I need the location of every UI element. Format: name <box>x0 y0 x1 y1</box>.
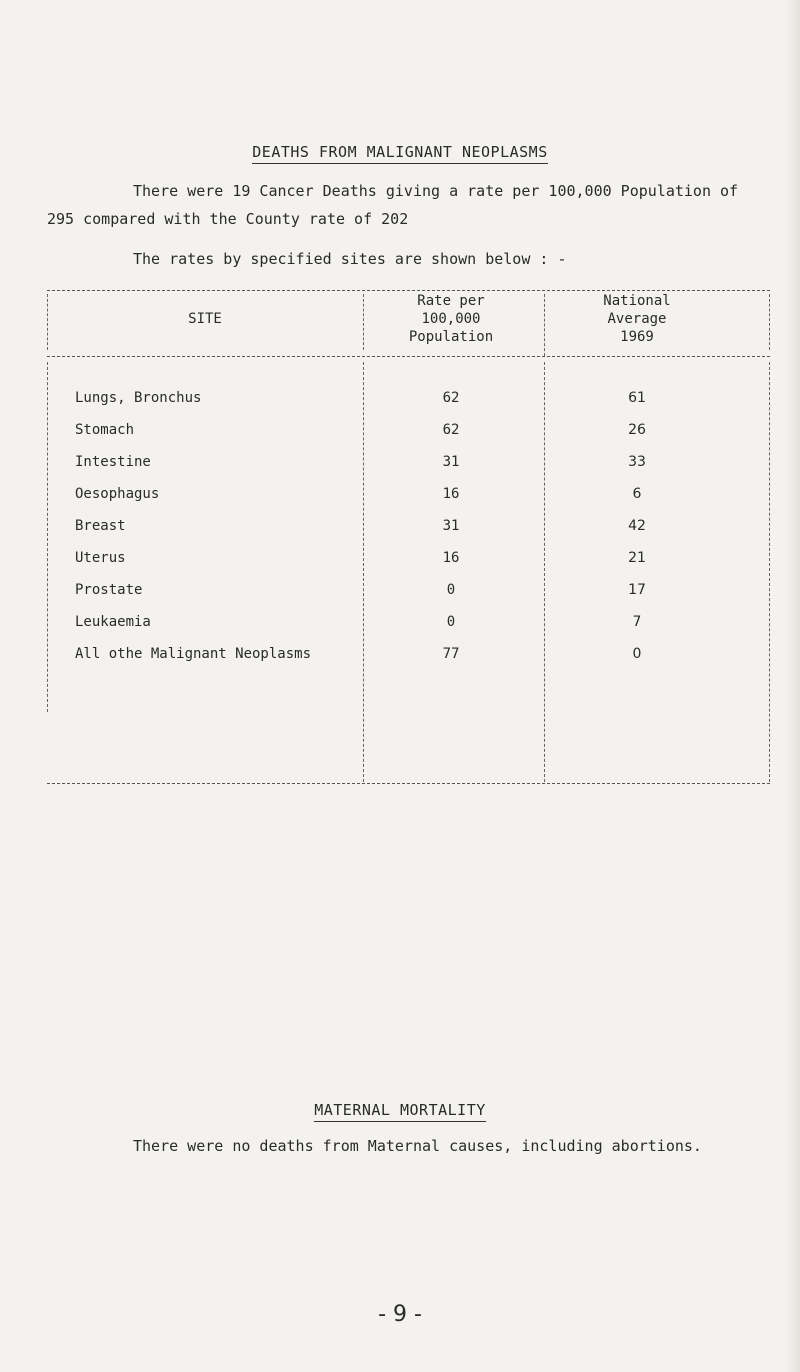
table-header-rule <box>47 356 770 357</box>
cell-national-average: 6 <box>632 486 642 502</box>
cell-national-average: 42 <box>628 518 646 534</box>
cell-site: Stomach <box>75 422 135 438</box>
table-row <box>47 481 770 507</box>
cell-national-average: 17 <box>628 582 646 598</box>
table-row <box>47 641 770 667</box>
intro-paragraph-line-1: There were 19 Cancer Deaths giving a rate per 100,000 Population of <box>133 182 739 200</box>
table-row <box>47 417 770 443</box>
table-row <box>47 513 770 539</box>
cell-site: Leukaemia <box>75 614 151 630</box>
column-header-rate-line-1: Rate per <box>417 293 485 309</box>
column-header-rate-line-2: 100,000 <box>421 311 481 327</box>
table-bottom-rule <box>47 783 770 784</box>
cell-rate: 16 <box>442 486 460 502</box>
cell-site: Breast <box>75 518 126 534</box>
section-title-text: MATERNAL MORTALITY <box>314 1101 486 1122</box>
cell-rate: 62 <box>442 422 460 438</box>
page-number: - 9 - <box>378 1302 422 1327</box>
cell-site: Uterus <box>75 550 126 566</box>
cell-national-average: 7 <box>632 614 642 630</box>
cell-site: All othe Malignant Neoplasms <box>75 646 312 662</box>
table-row <box>47 545 770 571</box>
cell-rate: 77 <box>442 646 460 662</box>
cell-rate: 0 <box>446 582 456 598</box>
column-header-national <box>545 292 729 346</box>
intro-paragraph-line-2: 295 compared with the County rate of 202 <box>47 210 409 228</box>
section-title-malignant-neoplasms <box>0 143 800 161</box>
table-row <box>47 577 770 603</box>
cell-rate: 16 <box>442 550 460 566</box>
column-header-national-line-2: Average <box>607 311 667 327</box>
table-row <box>47 449 770 475</box>
cell-rate: 0 <box>446 614 456 630</box>
section-title-text: DEATHS FROM MALIGNANT NEOPLASMS <box>252 143 547 164</box>
column-header-national-line-3: 1969 <box>620 329 654 345</box>
cell-national-average: 61 <box>628 390 646 406</box>
page-edge-shadow <box>786 0 800 1372</box>
maternal-mortality-text: There were no deaths from Maternal causes, including abortions. <box>133 1137 702 1155</box>
column-header-site: SITE <box>188 311 222 327</box>
column-header-national-line-1: National <box>603 293 671 309</box>
section-title-maternal-mortality <box>0 1101 800 1119</box>
column-header-rate-line-3: Population <box>408 329 494 345</box>
cell-rate: 31 <box>442 518 460 534</box>
cell-national-average: 21 <box>628 550 646 566</box>
table-right-rule-upper <box>769 294 770 350</box>
table-row <box>47 385 770 411</box>
cell-national-average: 0 <box>632 646 642 662</box>
cell-rate: 62 <box>442 390 460 406</box>
cell-site: Lungs, Bronchus <box>75 390 202 406</box>
cell-site: Intestine <box>75 454 151 470</box>
table-top-rule <box>47 290 770 291</box>
cell-rate: 31 <box>442 454 460 470</box>
column-header-rate <box>357 292 545 346</box>
cell-site: Oesophagus <box>75 486 160 502</box>
intro-paragraph-line-3: The rates by specified sites are shown below : - <box>133 250 567 268</box>
rates-by-site-table <box>47 290 770 798</box>
table-row <box>47 609 770 635</box>
cell-national-average: 33 <box>628 454 646 470</box>
cell-site: Prostate <box>75 582 143 598</box>
cell-national-average: 26 <box>628 422 646 438</box>
